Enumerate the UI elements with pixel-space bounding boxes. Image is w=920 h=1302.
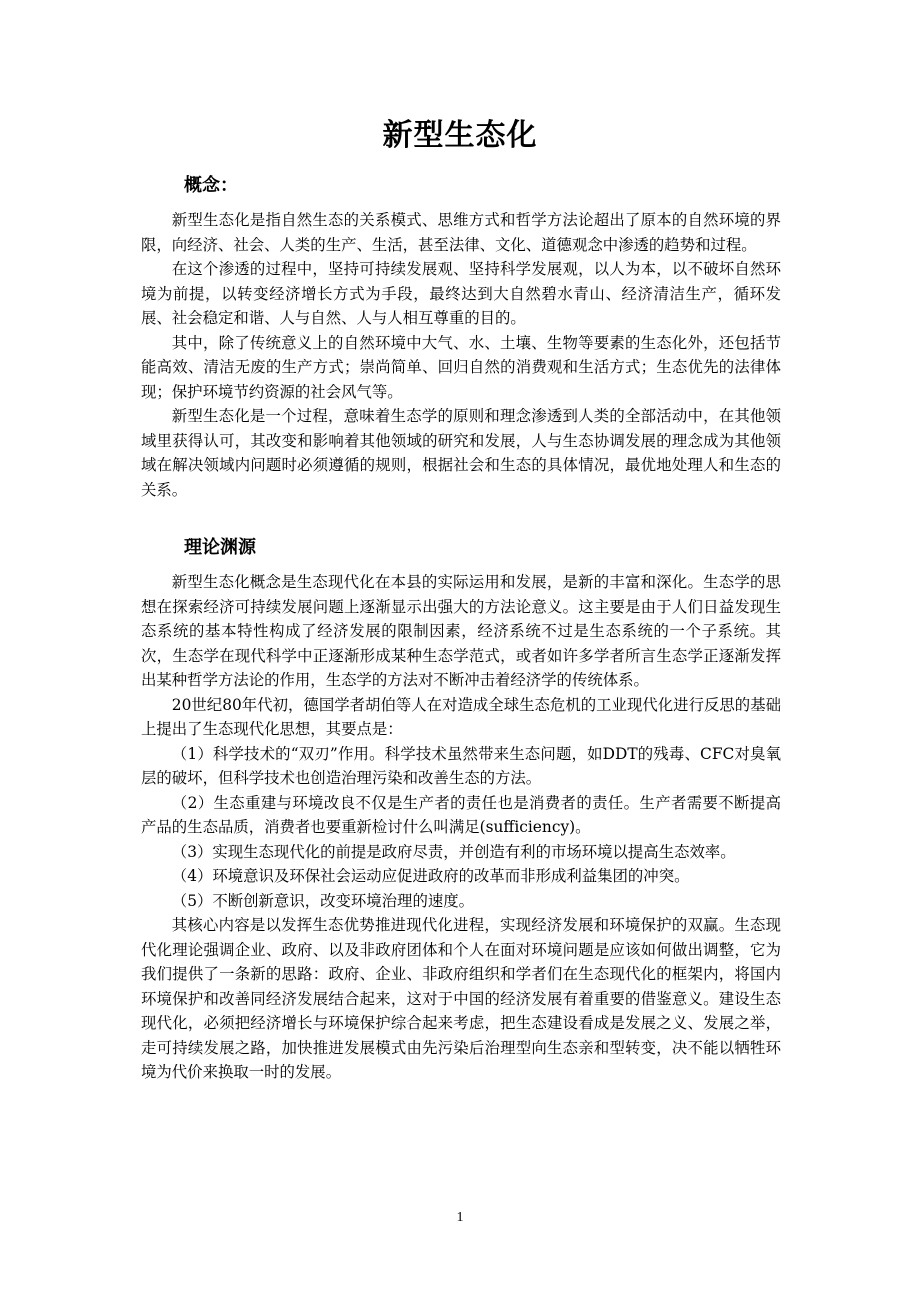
page-number: 1: [456, 1210, 464, 1225]
section-heading-theory-origin: 理论渊源: [184, 537, 256, 558]
list-item-paragraph: （5）不断创新意识，改变环境治理的速度。: [171, 891, 475, 910]
paragraph: 其中，除了传统意义上的自然环境中大气、水、土壤、生物等要素的生态化外，还包括节能高效、清洁无废的生产方式；崇尚简单、回归自然的消费观和生活方式；生态优先的法律体现；保护环境节约资源的社会风气等。: [141, 333, 781, 401]
paragraph: 在这个渗透的过程中，坚持可持续发展观、坚持科学发展观，以人为本，以不破坏自然环境为前提，以转变经济增长方式为手段，最终达到大自然碧水青山、经济清洁生产，循环发展、社会稳定和谐、人与自然、人与人相互尊重的目的。: [141, 260, 781, 327]
list-item-paragraph: （1）科学技术的“双刃”作用。科学技术虽然带来生态问题，如DDT的残毒、CFC对臭氧层的破坏，但科学技术也创造治理污染和改善生态的方法。: [141, 744, 781, 787]
section-heading-concept: 概念：: [184, 175, 238, 196]
paragraph: 20世纪80年代初，德国学者胡伯等人在对造成全球生态危机的工业现代化进行反思的基础上提出了生态现代化思想，其要点是：: [141, 695, 781, 738]
paragraph: 新型生态化概念是生态现代化在本县的实际运用和发展，是新的丰富和深化。生态学的思想在探索经济可持续发展问题上逐渐显示出强大的方法论意义。这主要是由于人们日益发现生态系统的基本特性构成了经济发展的限制因素，经济系统不过是生态系统的一个子系统。其次，生态学在现代科学中正逐渐形成某种生态学范式，或者如许多学者所言生态学正逐渐发挥出某种哲学方法论的作用，生态学的方法对不断冲击着经济学的传统体系。: [141, 573, 781, 689]
paragraph: 其核心内容是以发挥生态优势推进现代化进程，实现经济发展和环境保护的双赢。生态现代化理论强调企业、政府、以及非政府团体和个人在面对环境问题是应该如何做出调整，它为我们提供了一条新的思路：政府、企业、非政府组织和学者们在生态现代化的框架内，将国内环境保护和改善同经济发展结合起来，这对于中国的经济发展有着重要的借鉴意义。建设生态现代化，必须把经济增长与环境保护综合起来考虑，把生态建设看成是发展之义、发展之举，走可持续发展之路，加快推进发展模式由先污染后治理型向生态亲和型转变，决不能以牺牲环境为代价来换取一时的发展。: [141, 916, 781, 1081]
paragraph: 新型生态化是指自然生态的关系模式、思维方式和哲学方法论超出了原本的自然环境的界限，向经济、社会、人类的生产、生活，甚至法律、文化、道德观念中渗透的趋势和过程。: [141, 211, 781, 254]
document-title: 新型生态化: [382, 118, 538, 153]
section-body-concept: [141, 208, 781, 502]
list-item-paragraph: （4）环境意识及环保社会运动应促进政府的改革而非形成利益集团的冲突。: [171, 867, 690, 885]
list-item-paragraph: （3）实现生态现代化的前提是政府尽责，并创造有利的市场环境以提高生态效率。: [171, 842, 736, 861]
paragraph: 新型生态化是一个过程，意味着生态学的原则和理念渗透到人类的全部活动中，在其他领域里获得认可，其改变和影响着其他领域的研究和发展，人与生态协调发展的理念成为其他领域在解决领域内问题时必须遵循的规则，根据社会和生态的具体情况，最优地处理人和生态的关系。: [141, 407, 781, 499]
section-body-theory-origin: [141, 570, 781, 1085]
list-item-paragraph: （2）生态重建与环境改良不仅是生产者的责任也是消费者的责任。生产者需要不断提高产品的生态品质，消费者也要重新检讨什么叫满足(sufficiency)。: [141, 793, 781, 836]
